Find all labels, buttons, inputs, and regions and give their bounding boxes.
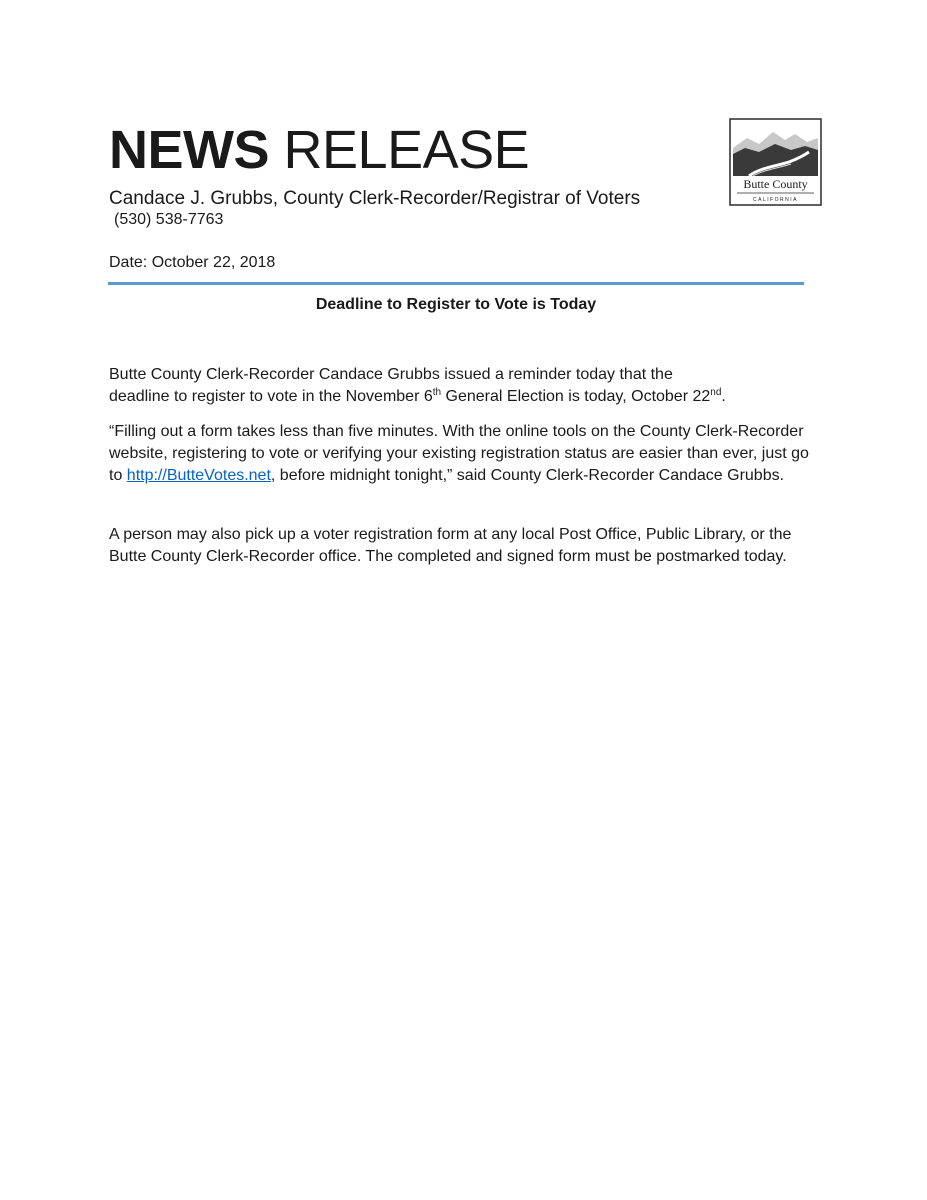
butte-county-logo <box>729 118 822 206</box>
logo-name: Butte County <box>743 177 808 191</box>
paragraph-1-part-c: . <box>721 388 726 405</box>
paragraph-1-part-a: deadline to register to vote in the November 6 <box>109 388 433 405</box>
paragraph-2-before-link: “Filling out a form takes less than five minutes. With the online tools on the County Clerk-Recorder website, registering to vote or verifying your existing registration status are easier than ever, just go to <box>109 423 809 484</box>
paragraph-2 <box>109 421 821 487</box>
paragraph-3: A person may also pick up a voter registration form at any local Post Office, Public Library, or the Butte County Clerk-Recorder office. The completed and signed form must be postmarked today. <box>109 526 792 565</box>
title-release: RELEASE <box>283 120 530 180</box>
ordinal-suffix-nd: nd <box>710 387 722 398</box>
logo-state: CALIFORNIA <box>752 197 799 203</box>
author-line: Candace J. Grubbs, County Clerk-Recorder/Registrar of Voters <box>109 188 641 209</box>
logo-graphic <box>729 118 822 206</box>
title-news: NEWS <box>109 120 269 180</box>
page-title <box>109 118 529 182</box>
release-title: Deadline to Register to Vote is Today <box>315 296 597 313</box>
phone-number: (530) 538-7763 <box>114 211 224 228</box>
header-divider <box>108 282 804 285</box>
paragraph-1-part-b: General Election is today, October 22 <box>441 388 711 405</box>
butte-votes-link[interactable]: http://ButteVotes.net <box>126 467 271 484</box>
paragraph-2-after-link: , before midnight tonight,” said County Clerk-Recorder Candace Grubbs. <box>270 467 785 484</box>
release-date: Date: October 22, 2018 <box>109 254 276 271</box>
paragraph-1 <box>109 364 821 408</box>
paragraph-1-line-1: Butte County Clerk-Recorder Candace Grubbs issued a reminder today that the <box>109 366 673 383</box>
ordinal-suffix-th: th <box>432 387 442 398</box>
